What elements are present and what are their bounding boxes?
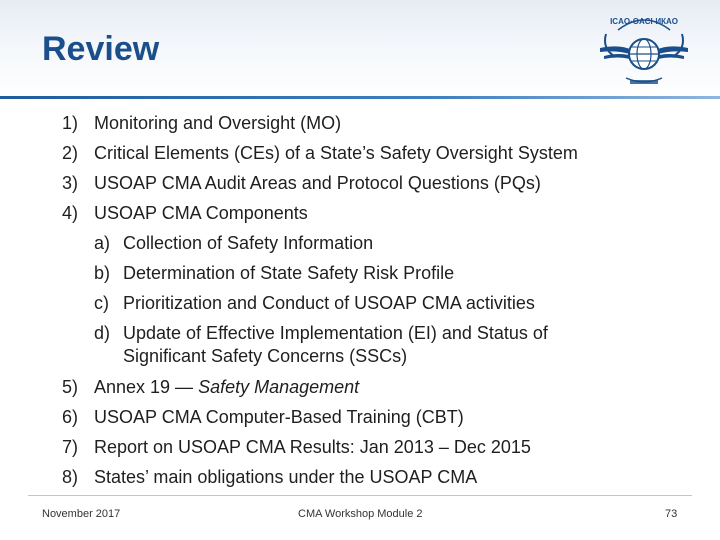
page-number: 73 <box>665 508 678 520</box>
slide-title: Review <box>42 30 160 68</box>
icao-logo <box>596 8 692 92</box>
list-item-text: Annex 19 — Safety Management <box>94 377 360 397</box>
footer-module: CMA Workshop Module 2 <box>298 508 423 520</box>
footer-date: November 2017 <box>42 508 121 520</box>
footer-divider <box>28 495 692 496</box>
header-divider <box>0 96 720 99</box>
svg-text:ICAO·OACI·ИКАО: ICAO·OACI·ИКАО <box>610 17 678 26</box>
